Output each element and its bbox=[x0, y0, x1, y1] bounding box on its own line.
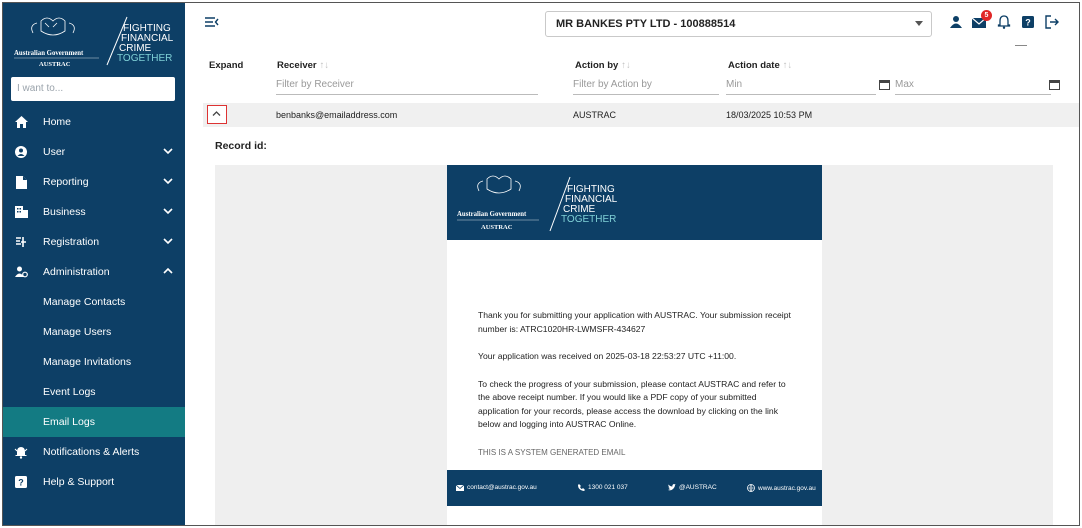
date-min-input[interactable]: Min bbox=[726, 77, 876, 95]
collapse-menu-icon[interactable] bbox=[205, 15, 219, 29]
date-max-input[interactable]: Max bbox=[895, 77, 1051, 95]
action-date-cell: 18/03/2025 10:53 PM bbox=[726, 110, 813, 120]
admin-icon bbox=[14, 265, 28, 279]
calendar-icon[interactable] bbox=[1049, 79, 1060, 90]
sidebar-item-label: Business bbox=[43, 206, 86, 218]
footer-twitter: @AUSTRAC bbox=[668, 484, 717, 491]
sidebar-item-label: Event Logs bbox=[43, 386, 96, 398]
chevron-down-icon bbox=[163, 236, 173, 246]
sidebar-item-label: Reporting bbox=[43, 176, 89, 188]
sidebar-item-reporting[interactable] bbox=[3, 167, 185, 197]
sidebar-item-notifications[interactable] bbox=[3, 437, 185, 467]
chevron-down-icon bbox=[163, 146, 173, 156]
calendar-icon[interactable] bbox=[879, 79, 890, 90]
austrac-logo bbox=[447, 165, 822, 240]
action-by-filter-input[interactable]: Filter by Action by bbox=[573, 77, 719, 95]
sidebar bbox=[3, 3, 185, 526]
sort-icon: ↑↓ bbox=[319, 60, 330, 71]
column-expand: Expand bbox=[209, 60, 244, 71]
sidebar-item-label: Home bbox=[43, 116, 72, 128]
sidebar-item-label: Manage Users bbox=[43, 326, 112, 338]
tagline-3: CRIME bbox=[119, 43, 152, 54]
gov-name: Australian Government bbox=[14, 50, 84, 57]
chevron-up-icon bbox=[163, 266, 173, 276]
help-icon bbox=[14, 475, 28, 489]
registration-icon bbox=[14, 235, 28, 249]
sidebar-item-label: Manage Invitations bbox=[43, 356, 132, 368]
document-icon bbox=[14, 175, 28, 189]
search-input[interactable]: I want to... bbox=[11, 77, 175, 101]
table-header bbox=[185, 53, 1079, 101]
sidebar-item-event-logs[interactable] bbox=[3, 377, 185, 407]
tagline-3: CRIME bbox=[563, 204, 596, 215]
receiver-cell: benbanks@emailaddress.com bbox=[276, 110, 398, 120]
home-icon bbox=[14, 115, 28, 129]
sidebar-item-label: User bbox=[43, 146, 66, 158]
sort-icon: ↑↓ bbox=[782, 60, 793, 71]
email-paragraph: To check the progress of your submission, please contact AUSTRAC and refer to the above receipt number. If you would like a PDF copy of your submitted application for your records, please access the download by clicking on the link below and logging into AUSTRAC Online. bbox=[478, 378, 786, 429]
sidebar-item-business[interactable] bbox=[3, 197, 185, 227]
email-header bbox=[447, 165, 822, 240]
chevron-up-icon bbox=[208, 106, 225, 122]
dropdown-caret-icon bbox=[915, 21, 923, 27]
sidebar-item-label: Help & Support bbox=[43, 476, 115, 488]
tagline-1: FIGHTING bbox=[567, 184, 615, 195]
mail-count-badge: 5 bbox=[981, 10, 992, 21]
bell-icon bbox=[14, 445, 28, 459]
footer-web: www.austrac.gov.au bbox=[747, 484, 816, 492]
sidebar-item-user[interactable] bbox=[3, 137, 185, 167]
footer-phone: 1300 021 037 bbox=[578, 484, 628, 491]
tagline-2: FINANCIAL bbox=[565, 194, 618, 205]
austrac-logo bbox=[11, 13, 177, 71]
topbar bbox=[185, 3, 1079, 43]
sidebar-item-label: Administration bbox=[43, 266, 110, 278]
logout-icon[interactable] bbox=[1045, 15, 1059, 29]
tagline-1: FIGHTING bbox=[123, 23, 171, 34]
sidebar-item-label: Registration bbox=[43, 236, 100, 248]
scroll-indicator bbox=[1015, 45, 1027, 46]
receiver-filter-input[interactable]: Filter by Receiver bbox=[276, 77, 538, 95]
table-row[interactable] bbox=[203, 103, 1079, 127]
system-note: THIS IS A SYSTEM GENERATED EMAIL bbox=[478, 447, 626, 457]
column-action-date[interactable]: Action date ↑↓ bbox=[728, 60, 793, 71]
sort-icon: ↑↓ bbox=[621, 60, 631, 71]
building-icon bbox=[14, 205, 28, 219]
app-frame bbox=[2, 2, 1080, 526]
sidebar-item-manage-contacts[interactable] bbox=[3, 287, 185, 317]
sidebar-item-home[interactable] bbox=[3, 107, 185, 137]
envelope-icon bbox=[456, 485, 464, 491]
sidebar-item-label: Email Logs bbox=[43, 416, 95, 428]
tagline-2: FINANCIAL bbox=[121, 33, 174, 44]
agency-name: AUSTRAC bbox=[39, 61, 71, 68]
email-paragraph: Thank you for submitting your application with AUSTRAC. Your submission receipt number is: ATRC1020HR-LWMSFR-434627 bbox=[478, 310, 791, 334]
sidebar-item-help[interactable] bbox=[3, 467, 185, 497]
phone-icon bbox=[578, 484, 585, 491]
user-icon bbox=[14, 145, 28, 159]
column-receiver[interactable]: Receiver ↑↓ bbox=[277, 60, 330, 71]
svg-text:?: ? bbox=[1025, 17, 1031, 28]
sidebar-nav bbox=[3, 107, 185, 497]
profile-icon[interactable] bbox=[949, 15, 963, 29]
tagline-4: TOGETHER bbox=[117, 53, 173, 64]
footer-email: contact@austrac.gov.au bbox=[456, 484, 537, 491]
collapse-row-button[interactable] bbox=[207, 105, 227, 124]
email-body bbox=[478, 309, 796, 473]
agency-name: AUSTRAC bbox=[481, 224, 513, 231]
sidebar-item-email-logs[interactable] bbox=[3, 407, 185, 437]
tagline-4: TOGETHER bbox=[561, 214, 617, 225]
gov-name: Australian Government bbox=[457, 211, 527, 218]
column-action-by[interactable]: Action by ↑↓ bbox=[575, 60, 631, 71]
sidebar-item-registration[interactable] bbox=[3, 227, 185, 257]
sidebar-item-administration[interactable] bbox=[3, 257, 185, 287]
svg-text:?: ? bbox=[18, 477, 24, 488]
twitter-icon bbox=[668, 484, 676, 491]
entity-selector[interactable] bbox=[545, 11, 932, 37]
sidebar-item-label: Manage Contacts bbox=[43, 296, 126, 308]
bell-icon[interactable] bbox=[997, 15, 1011, 29]
sidebar-item-label: Notifications & Alerts bbox=[43, 446, 140, 458]
action-by-cell: AUSTRAC bbox=[573, 110, 617, 120]
email-footer bbox=[447, 470, 822, 506]
sidebar-item-manage-invitations[interactable] bbox=[3, 347, 185, 377]
email-paragraph: Your application was received on 2025-03-18 22:53:27 UTC +11:00. bbox=[478, 351, 737, 361]
record-id-label: Record id: bbox=[215, 140, 267, 152]
help-icon[interactable] bbox=[1021, 15, 1035, 29]
email-preview bbox=[447, 165, 822, 526]
chevron-down-icon bbox=[163, 176, 173, 186]
globe-icon bbox=[747, 484, 755, 492]
chevron-down-icon bbox=[163, 206, 173, 216]
sidebar-item-manage-users[interactable] bbox=[3, 317, 185, 347]
entity-name: MR BANKES PTY LTD - 100888514 bbox=[556, 18, 736, 30]
